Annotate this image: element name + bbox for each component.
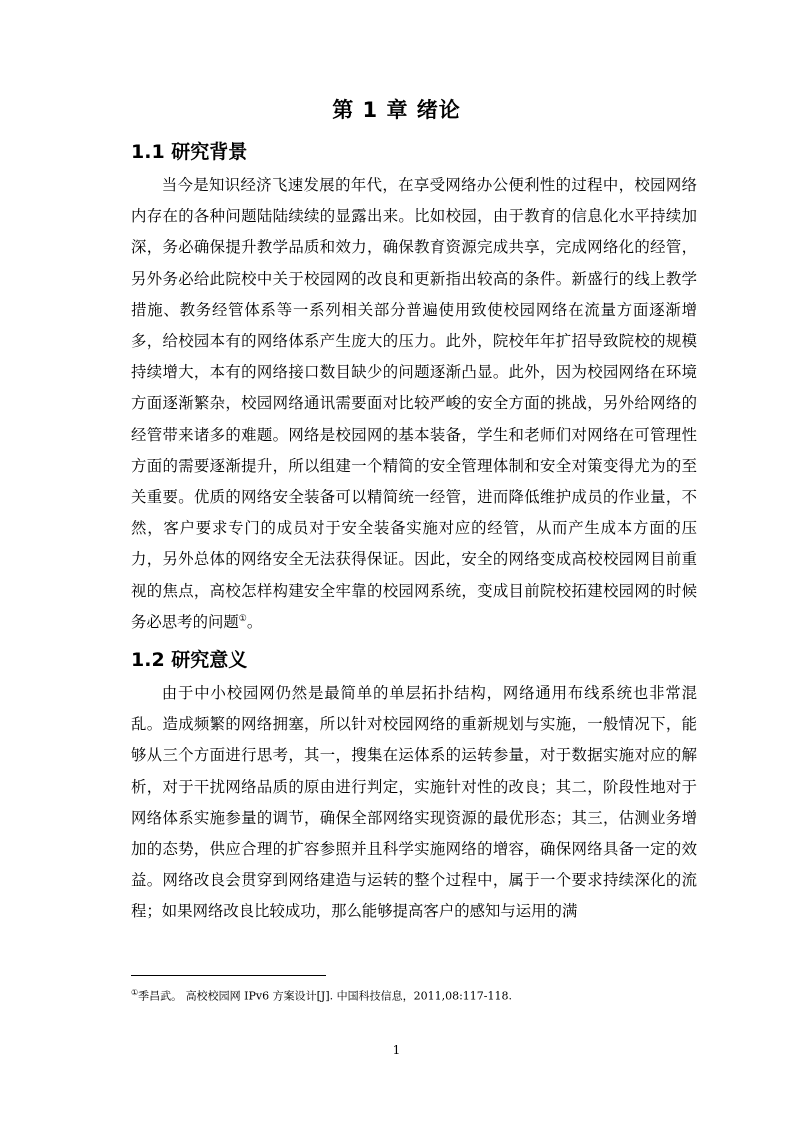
paragraph-background	[131, 170, 697, 638]
section-heading-background: 1.1 研究背景	[131, 141, 248, 163]
paragraph-background-end: 。	[246, 612, 263, 631]
footnote-mark: ①	[131, 988, 139, 997]
footnote-reference[interactable]: ①	[238, 613, 247, 624]
paragraph-background-text: 当今是知识经济飞速发展的年代，在享受网络办公便利性的过程中，校园网络内存在的各种问题陆陆续续的显露出来。比如校园，由于教育的信息化水平持续加深，务必确保提升教学品质和效力，确保教育资源完成共享，完成网络化的经管，另外务必给此院校中关于校园网的改良和更新指出较高的条件。新盛行的线上教学措施、教务经管体系等一系列相关部分普遍使用致使校园网络在流量方面逐渐增多，给校园本有的网络体系产生庞大的压力。此外，院校年年扩招导致院校的规模持续增大，本有的网络接口数目缺少的问题逐渐凸显。此外，因为校园网络在环境方面逐渐繁杂，校园网络通讯需要面对比较严峻的安全方面的挑战，另外给网络的经管带来诸多的难题。网络是校园网的基本装备，学生和老师们对网络在可管理性方面的需要逐渐提升，所以组建一个精简的安全管理体制和安全对策变得尤为的至关重要。优质的网络安全装备可以精简统一经管，进而降低维护成员的作业量，不然，客户要求专门的成员对于安全装备实施对应的经管，从而产生成本方面的压力，另外总体的网络安全无法获得保证。因此，安全的网络变成高校校园网目前重视的焦点，高校怎样构建安全牢靠的校园网系统，变成目前院校拓建校园网的时候务必思考的问题	[131, 176, 697, 631]
paragraph-significance-text: 由于中小校园网仍然是最简单的单层拓扑结构，网络通用布线系统也非常混乱。造成频繁的网络拥塞，所以针对校园网络的重新规划与实施，一般情况下，能够从三个方面进行思考，其一，搜集在运体系的运转参量，对于数据实施对应的解析，对于干扰网络品质的原由进行判定，实施针对性的改良；其二，阶段性地对于网络体系实施参量的调节，确保全部网络实现资源的最优形态；其三，估测业务增加的态势，供应合理的扩容参照并且科学实施网络的增容，确保网络具备一定的效益。网络改良会贯穿到网络建造与运转的整个过程中，属于一个要求持续深化的流程；如果网络改良比较成功，那么能够提高客户的感知与运用的满	[131, 684, 697, 921]
section-heading-significance: 1.2 研究意义	[131, 649, 248, 671]
page-number: 1	[392, 1043, 401, 1057]
footnote-text: 季昌武。 高校校园网 IPv6 方案设计[J]. 中国科技信息，2011,08:117-118.	[138, 989, 513, 1003]
footnote-divider	[131, 975, 326, 976]
chapter-title: 第 1 章 绪论	[332, 98, 461, 122]
paragraph-significance	[131, 678, 697, 928]
footnote	[131, 985, 697, 1005]
